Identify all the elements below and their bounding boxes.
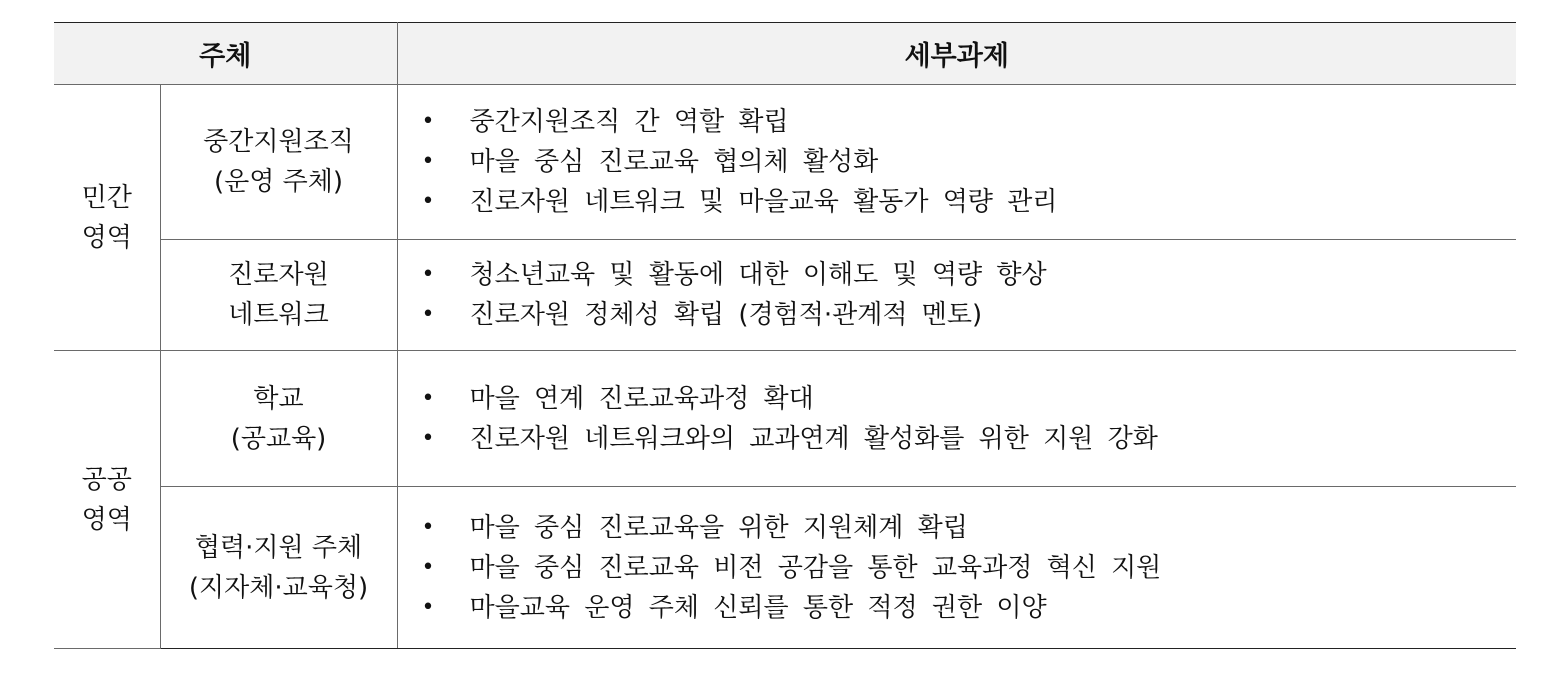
bullet-icon: • <box>421 554 435 580</box>
list-item: • 마을교육 운영 주체 신뢰를 통한 적정 권한 이양 <box>422 588 1517 628</box>
list-item: • 마을 중심 진로교육 비전 공감을 통한 교육과정 혁신 지원 <box>422 548 1517 588</box>
table-row <box>54 351 1516 487</box>
list-item: • 진로자원 정체성 확립 (경험적·관계적 멘토) <box>422 295 1517 335</box>
subject-cell: 진로자원 네트워크 <box>160 240 397 351</box>
task-list <box>422 508 1517 628</box>
list-item: • 진로자원 네트워크와의 교과연계 활성화를 위한 지원 강화 <box>422 419 1517 459</box>
header-tasks: 세부과제 <box>397 23 1516 85</box>
bullet-icon: • <box>421 385 435 411</box>
table-row <box>54 487 1516 649</box>
list-item: • 청소년교육 및 활동에 대한 이해도 및 역량 향상 <box>422 255 1517 295</box>
subject-cell: 중간지원조직 (운영 주체) <box>160 85 397 240</box>
list-item: • 마을 중심 진로교육을 위한 지원체계 확립 <box>422 508 1517 548</box>
bullet-icon: • <box>421 514 435 540</box>
list-item: • 진로자원 네트워크 및 마을교육 활동가 역량 관리 <box>422 182 1517 222</box>
tasks-cell <box>397 351 1516 487</box>
area-private: 민간 영역 <box>54 85 160 351</box>
header-subject: 주체 <box>54 23 397 85</box>
list-item: • 마을 연계 진로교육과정 확대 <box>422 379 1517 419</box>
list-item: • 마을 중심 진로교육 협의체 활성화 <box>422 142 1517 182</box>
tasks-cell <box>397 240 1516 351</box>
tasks-cell <box>397 85 1516 240</box>
bullet-icon: • <box>421 109 435 134</box>
bullet-icon: • <box>421 425 435 451</box>
table-row <box>54 85 1516 240</box>
bullet-icon: • <box>421 594 435 620</box>
task-table <box>54 22 1516 649</box>
area-public: 공공 영역 <box>54 351 160 649</box>
task-list <box>422 379 1517 459</box>
subject-cell: 학교 (공교육) <box>160 351 397 487</box>
bullet-icon: • <box>421 302 435 327</box>
bullet-icon: • <box>421 189 435 214</box>
bullet-icon: • <box>421 149 435 174</box>
header-row <box>54 23 1516 85</box>
bullet-icon: • <box>421 262 435 287</box>
subject-cell: 협력·지원 주체 (지자체·교육청) <box>160 487 397 649</box>
task-list <box>422 102 1517 222</box>
list-item: • 중간지원조직 간 역할 확립 <box>422 102 1517 142</box>
tasks-cell <box>397 487 1516 649</box>
task-list <box>422 255 1517 335</box>
table-row <box>54 240 1516 351</box>
